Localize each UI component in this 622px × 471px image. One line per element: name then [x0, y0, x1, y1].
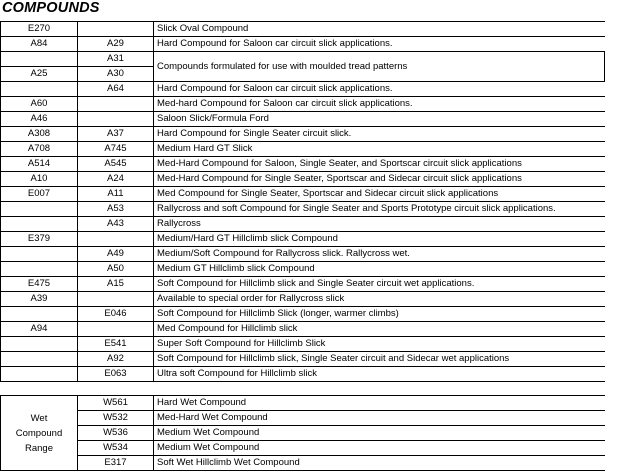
compound-code-primary: [1, 337, 78, 352]
table-row: [1, 97, 605, 112]
wet-table-row: [1, 426, 605, 441]
compound-code-alternate: A50: [78, 262, 154, 277]
compound-code-alternate: E063: [78, 367, 154, 382]
table-row: [1, 322, 605, 337]
compound-code-alternate: A92: [78, 352, 154, 367]
compound-code-alternate: A31: [78, 52, 154, 67]
wet-label-line: Compound: [15, 427, 63, 439]
wet-compound-description: Hard Wet Compound: [154, 396, 605, 411]
wet-table-row: [1, 396, 605, 411]
compound-code-alternate: [78, 232, 154, 247]
compound-code-alternate: [78, 292, 154, 307]
compound-code-primary: A514: [1, 157, 78, 172]
compound-description: Medium/Soft Compound for Rallycross slick. Rallycross wet.: [154, 247, 605, 262]
compound-code-alternate: A37: [78, 127, 154, 142]
wet-table-row: [1, 441, 605, 456]
compound-description: Ultra soft Compound for Hillclimb slick: [154, 367, 605, 382]
table-row: [1, 142, 605, 157]
table-row: [1, 37, 605, 52]
wet-compound-description: Medium Wet Compound: [154, 441, 605, 456]
wet-table-row: [1, 456, 605, 471]
wet-compound-code: W561: [78, 396, 154, 411]
compound-description: Soft Compound for Hillclimb slick, Single Seater circuit and Sidecar wet applications: [154, 352, 605, 367]
section-gap-cell: [1, 382, 605, 396]
compound-code-primary: [1, 52, 78, 67]
table-row: [1, 247, 605, 262]
table-row: [1, 202, 605, 217]
compound-code-primary: A10: [1, 172, 78, 187]
compound-code-alternate: [78, 22, 154, 37]
table-row: [1, 22, 605, 37]
compound-code-primary: A60: [1, 97, 78, 112]
table-row: [1, 367, 605, 382]
wet-compound-code: W536: [78, 426, 154, 441]
compound-code-primary: A84: [1, 37, 78, 52]
compound-code-alternate: E541: [78, 337, 154, 352]
compound-description: Soft Compound for Hillclimb Slick (longer, warmer climbs): [154, 307, 605, 322]
compound-code-primary: E270: [1, 22, 78, 37]
wet-table-row: [1, 411, 605, 426]
table-row: [1, 277, 605, 292]
table-row: [1, 352, 605, 367]
compound-description: Med-hard Compound for Saloon car circuit slick applications.: [154, 97, 605, 112]
compound-description: Compounds formulated for use with moulded tread patterns: [154, 52, 605, 82]
page-title: COMPOUNDS: [2, 0, 100, 16]
section-gap: [1, 382, 605, 396]
compound-code-alternate: A11: [78, 187, 154, 202]
compound-description: Rallycross and soft Compound for Single Seater and Sports Prototype circuit slick applications.: [154, 202, 605, 217]
compound-code-primary: [1, 247, 78, 262]
compound-description: Med Compound for Hillclimb slick: [154, 322, 605, 337]
table-row: [1, 307, 605, 322]
wet-compound-code: W532: [78, 411, 154, 426]
compound-code-primary: A708: [1, 142, 78, 157]
compound-code-primary: E475: [1, 277, 78, 292]
compound-code-primary: [1, 217, 78, 232]
wet-compound-code: E317: [78, 456, 154, 471]
compound-code-alternate: A43: [78, 217, 154, 232]
compound-code-alternate: A745: [78, 142, 154, 157]
table-row: [1, 232, 605, 247]
table-row: [1, 82, 605, 97]
compound-code-primary: [1, 367, 78, 382]
compound-code-alternate: A64: [78, 82, 154, 97]
compound-description: Slick Oval Compound: [154, 22, 605, 37]
compound-description: Medium GT Hillclimb slick Compound: [154, 262, 605, 277]
compound-code-alternate: A30: [78, 67, 154, 82]
table-row: [1, 337, 605, 352]
compound-description: Med-Hard Compound for Saloon, Single Seater, and Sportscar circuit slick applications: [154, 157, 605, 172]
compound-code-primary: A308: [1, 127, 78, 142]
table-row: [1, 52, 605, 67]
compound-table: [0, 21, 605, 471]
compound-description: Super Soft Compound for Hillclimb Slick: [154, 337, 605, 352]
compound-description: Medium Hard GT Slick: [154, 142, 605, 157]
compound-code-primary: [1, 307, 78, 322]
compound-code-alternate: [78, 322, 154, 337]
compound-description: Saloon Slick/Formula Ford: [154, 112, 605, 127]
compound-code-alternate: A29: [78, 37, 154, 52]
compound-code-primary: [1, 202, 78, 217]
compound-code-alternate: A15: [78, 277, 154, 292]
compound-code-alternate: E046: [78, 307, 154, 322]
compound-description: Hard Compound for Saloon car circuit slick applications.: [154, 82, 605, 97]
table-row: [1, 127, 605, 142]
compound-code-primary: A46: [1, 112, 78, 127]
wet-label-line: Wet: [30, 412, 48, 424]
compound-description: Soft Compound for Hillclimb slick and Single Seater circuit wet applications.: [154, 277, 605, 292]
compound-description: Med Compound for Single Seater, Sportscar and Sidecar circuit slick applications: [154, 187, 605, 202]
compound-code-alternate: A545: [78, 157, 154, 172]
compound-description: Rallycross: [154, 217, 605, 232]
compound-code-primary: A39: [1, 292, 78, 307]
compound-code-primary: A25: [1, 67, 78, 82]
compound-description: Available to special order for Rallycross slick: [154, 292, 605, 307]
compound-description: Hard Compound for Single Seater circuit slick.: [154, 127, 605, 142]
compound-code-primary: [1, 82, 78, 97]
table-row: [1, 112, 605, 127]
compound-code-primary: E007: [1, 187, 78, 202]
wet-label-line: Range: [25, 442, 53, 454]
wet-compound-range-label: [1, 396, 78, 471]
table-row: [1, 187, 605, 202]
table-row: [1, 292, 605, 307]
compound-description: Med-Hard Compound for Single Seater, Sportscar and Sidecar circuit slick applications: [154, 172, 605, 187]
wet-compound-description: Soft Wet Hillclimb Wet Compound: [154, 456, 605, 471]
table-row: [1, 217, 605, 232]
compound-code-primary: [1, 262, 78, 277]
compound-code-primary: A94: [1, 322, 78, 337]
compound-description: Medium/Hard GT Hillclimb slick Compound: [154, 232, 605, 247]
compound-code-alternate: [78, 112, 154, 127]
table-row: [1, 262, 605, 277]
compound-code-alternate: A53: [78, 202, 154, 217]
compound-code-alternate: A49: [78, 247, 154, 262]
wet-compound-description: Med-Hard Wet Compound: [154, 411, 605, 426]
compound-code-alternate: A24: [78, 172, 154, 187]
compound-code-primary: [1, 352, 78, 367]
table-row: [1, 172, 605, 187]
compound-description: Hard Compound for Saloon car circuit slick applications.: [154, 37, 605, 52]
compound-code-primary: E379: [1, 232, 78, 247]
wet-compound-description: Medium Wet Compound: [154, 426, 605, 441]
compound-code-alternate: [78, 97, 154, 112]
table-row: [1, 157, 605, 172]
wet-compound-code: W534: [78, 441, 154, 456]
